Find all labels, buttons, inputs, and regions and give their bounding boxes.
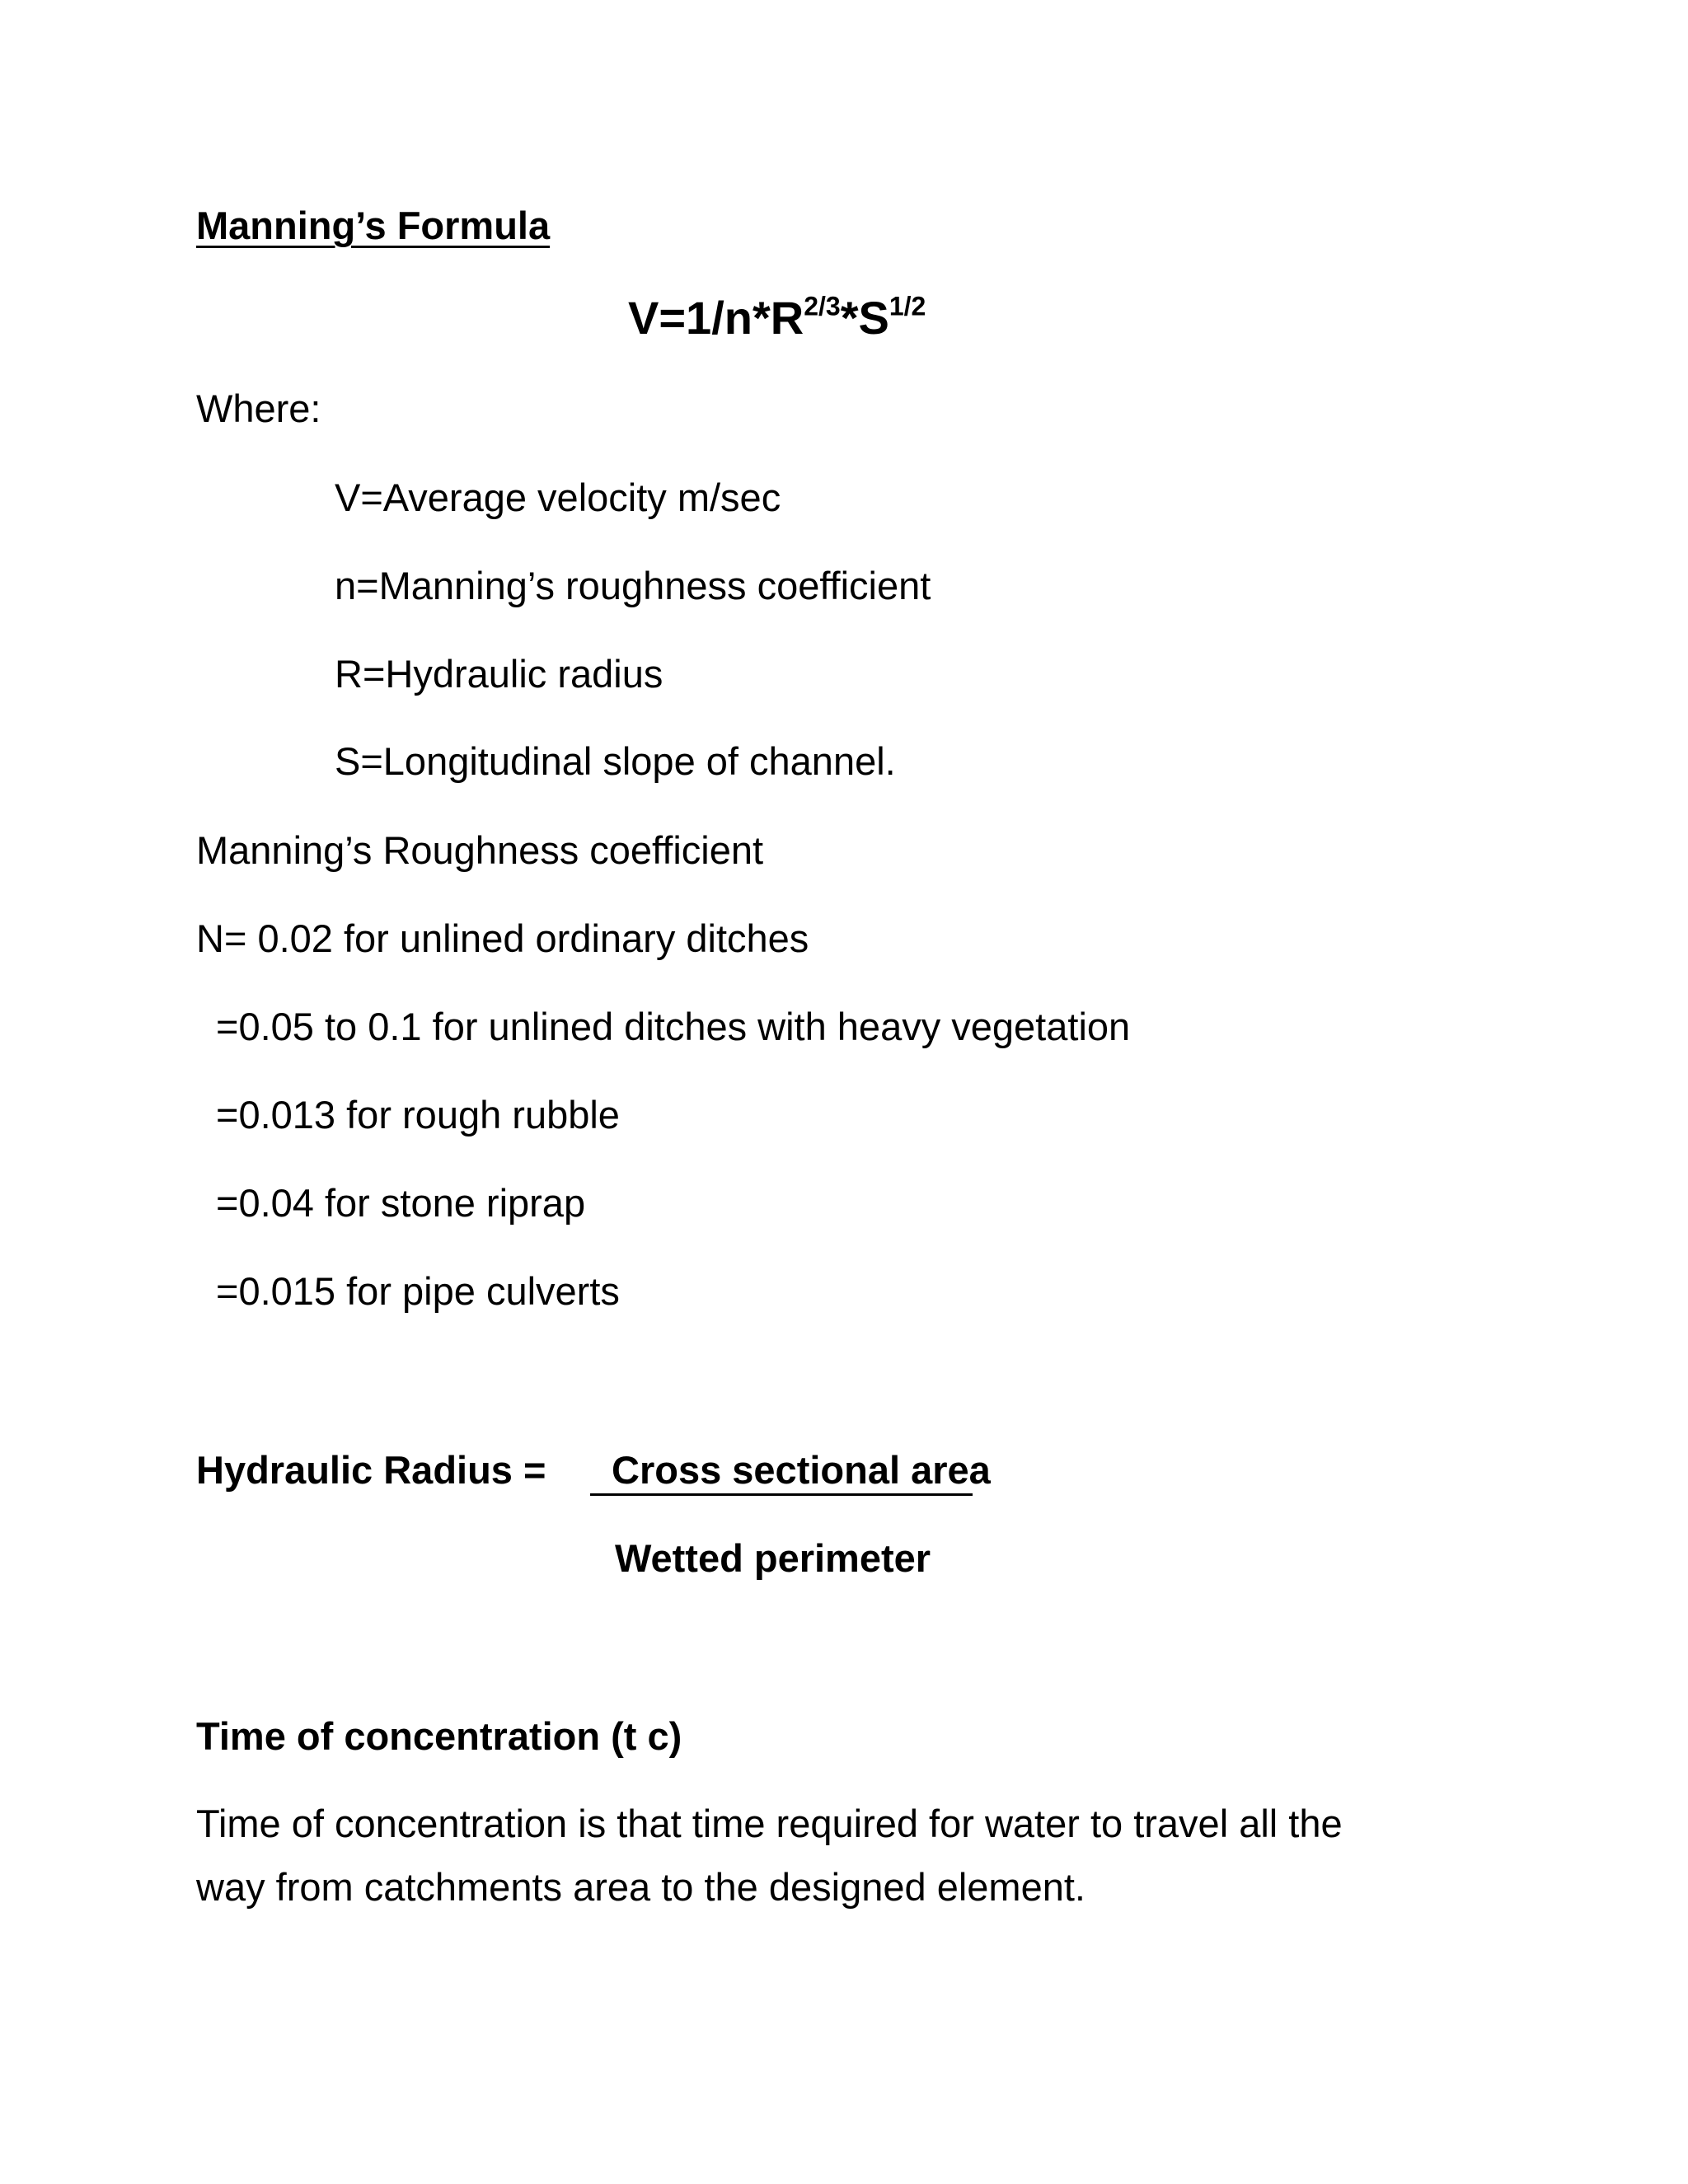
formula-base: V=1/n*R: [628, 292, 804, 344]
formula-mid: *S: [840, 292, 889, 344]
definition-roughness: n=Manning’s roughness coefficient: [335, 564, 931, 607]
roughness-value-rough-rubble: =0.013 for rough rubble: [216, 1093, 620, 1137]
roughness-heading: Manning’s Roughness coefficient: [196, 828, 764, 872]
roughness-value-pipe-culverts: =0.015 for pipe culverts: [216, 1269, 620, 1313]
definition-velocity: V=Average velocity m/sec: [335, 476, 781, 519]
definition-hydraulic-radius: R=Hydraulic radius: [335, 652, 663, 696]
formula-exponent-s: 1/2: [889, 291, 926, 321]
mannings-formula: [628, 291, 926, 344]
hydraulic-radius-label: Hydraulic Radius =: [196, 1448, 546, 1492]
definition-slope: S=Longitudinal slope of channel.: [335, 739, 896, 783]
fraction-bar: [590, 1493, 973, 1496]
tc-paragraph-line-2: way from catchments area to the designed element.: [196, 1865, 1085, 1909]
roughness-value-stone-riprap: =0.04 for stone riprap: [216, 1181, 586, 1225]
hydraulic-radius-numerator: Cross sectional area: [612, 1448, 991, 1492]
roughness-value-ordinary-ditches: N= 0.02 for unlined ordinary ditches: [196, 916, 809, 960]
hydraulic-radius-denominator: Wetted perimeter: [615, 1536, 931, 1580]
tc-paragraph-line-1: Time of concentration is that time required for water to travel all the: [196, 1802, 1343, 1845]
tc-heading: Time of concentration (t c): [196, 1714, 682, 1758]
roughness-value-heavy-vegetation: =0.05 to 0.1 for unlined ditches with heavy vegetation: [216, 1005, 1131, 1048]
formula-exponent-r: 2/3: [804, 291, 841, 321]
page-title: Manning’s Formula: [196, 204, 551, 247]
where-label: Where:: [196, 387, 321, 430]
